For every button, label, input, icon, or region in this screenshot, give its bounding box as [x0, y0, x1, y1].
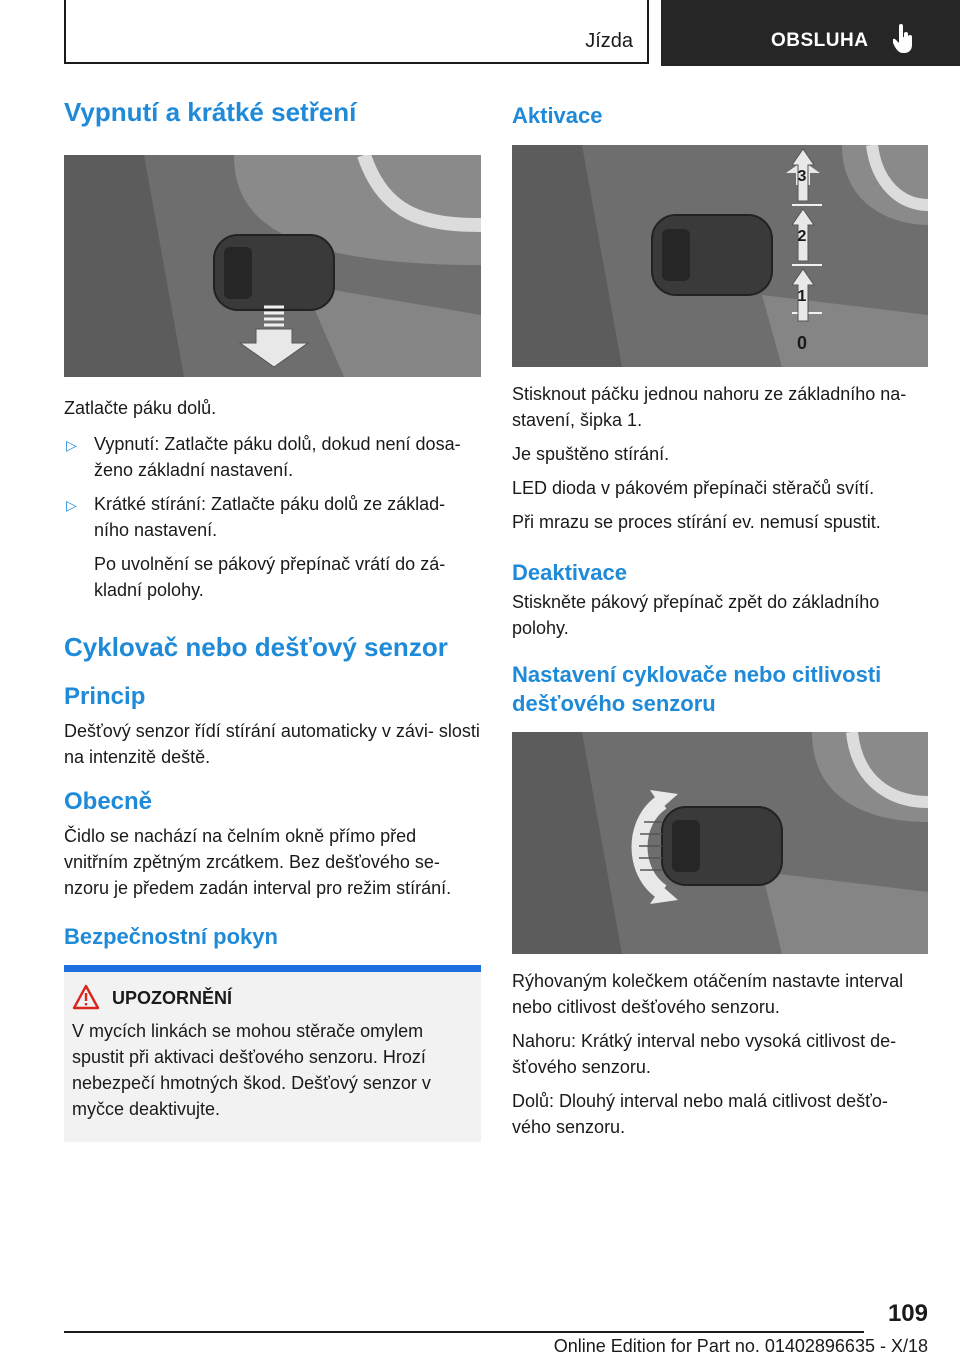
- bullet-item: [64, 431, 481, 483]
- text-nastaveni-3: Dolů: Dlouhý interval nebo malá citlivost dešťo- vého senzoru.: [512, 1091, 888, 1138]
- text-aktivace-3: LED dioda v pákovém přepínači stěračů svítí.: [512, 477, 875, 498]
- text-aktivace-2: Je spuštěno stírání.: [512, 443, 670, 464]
- heading-obecne: Obecně: [64, 787, 153, 815]
- heading-bezpecnostni-pokyn: Bezpečnostní pokyn: [64, 923, 278, 949]
- right-column: [512, 96, 928, 1140]
- bullet-item: [64, 491, 481, 603]
- triangle-bullet-icon: ▷: [66, 496, 77, 513]
- footer-edition: Online Edition for Part no. 01402896635 - X/18: [553, 1336, 928, 1356]
- footer-divider: [64, 1331, 864, 1333]
- figure-wheel: [512, 732, 928, 954]
- heading-deaktivace: Deaktivace: [512, 559, 627, 585]
- figure-lever-up: [512, 145, 928, 367]
- text-nastaveni-2: Nahoru: Krátký interval nebo vysoká citlivost de- šťového senzoru.: [512, 1031, 897, 1078]
- header-chapter-box: [661, 0, 960, 66]
- heading-princip: Princip: [64, 683, 146, 710]
- figure-lever-down: [64, 155, 481, 377]
- bullet-text: Krátké stírání: Zatlačte páku dolů ze základ- ního nastavení.: [94, 493, 446, 540]
- text-obecne: Čidlo se nachází na čelním okně přímo před vnitřním zpětným zrcátkem. Bez dešťového se- nzoru je předem zadán interval pro režim stírání.: [64, 825, 452, 898]
- figure-label-1: 1: [797, 287, 807, 305]
- bullet-text: Vypnutí: Zatlačte páku dolů, dokud není dosa- ženo základní nastavení.: [94, 433, 461, 480]
- header-section-label: Jízda: [585, 30, 633, 52]
- heading-vypnuti: Vypnutí a krátké setření: [64, 97, 357, 127]
- text-nastaveni-1: Rýhovaným kolečkem otáčením nastavte interval nebo citlivost dešťového senzoru.: [512, 971, 904, 1018]
- warning-box: [64, 965, 481, 1142]
- text-aktivace-4: Při mrazu se proces stírání ev. nemusí spustit.: [512, 511, 881, 532]
- text-princip: Dešťový senzor řídí stírání automaticky v závi- slosti na intenzitě deště.: [64, 720, 480, 767]
- figure-label-2: 2: [797, 227, 807, 245]
- page-number: 109: [887, 1300, 928, 1327]
- warning-triangle-icon: [72, 984, 100, 1010]
- left-column: [64, 96, 481, 1142]
- text-deaktivace: Stiskněte pákový přepínač zpět do základního polohy.: [512, 592, 880, 639]
- heading-nastaveni: Nastavení cyklovače nebo citlivosti dešťového senzoru: [512, 662, 882, 716]
- header-chapter-label: OBSLUHA: [771, 30, 869, 51]
- pointing-hand-icon: [893, 24, 915, 54]
- triangle-bullet-icon: ▷: [66, 436, 77, 453]
- bullet-subtext: Po uvolnění se pákový přepínač vrátí do zá- kladní polohy.: [94, 553, 446, 600]
- figure-label-0: 0: [796, 332, 808, 353]
- caption-push-down: Zatlačte páku dolů.: [64, 397, 217, 418]
- warning-title: UPOZORNĚNÍ: [112, 986, 473, 1010]
- bullet-list-off: [64, 431, 481, 603]
- header-section-box: [64, 0, 649, 64]
- warning-text: V mycích linkách se mohou stěrače omylem spustit při aktivaci dešťového senzoru. Hrozí nebezpečí hmotných škod. Dešťový senzor v myčce deaktivujte.: [72, 1021, 431, 1120]
- heading-cyklovac: Cyklovač nebo dešťový senzor: [64, 631, 448, 662]
- figure-label-3: 3: [797, 167, 807, 185]
- heading-aktivace: Aktivace: [512, 103, 603, 128]
- text-aktivace-1: Stisknout páčku jednou nahoru ze základního na- stavení, šipka 1.: [512, 383, 907, 430]
